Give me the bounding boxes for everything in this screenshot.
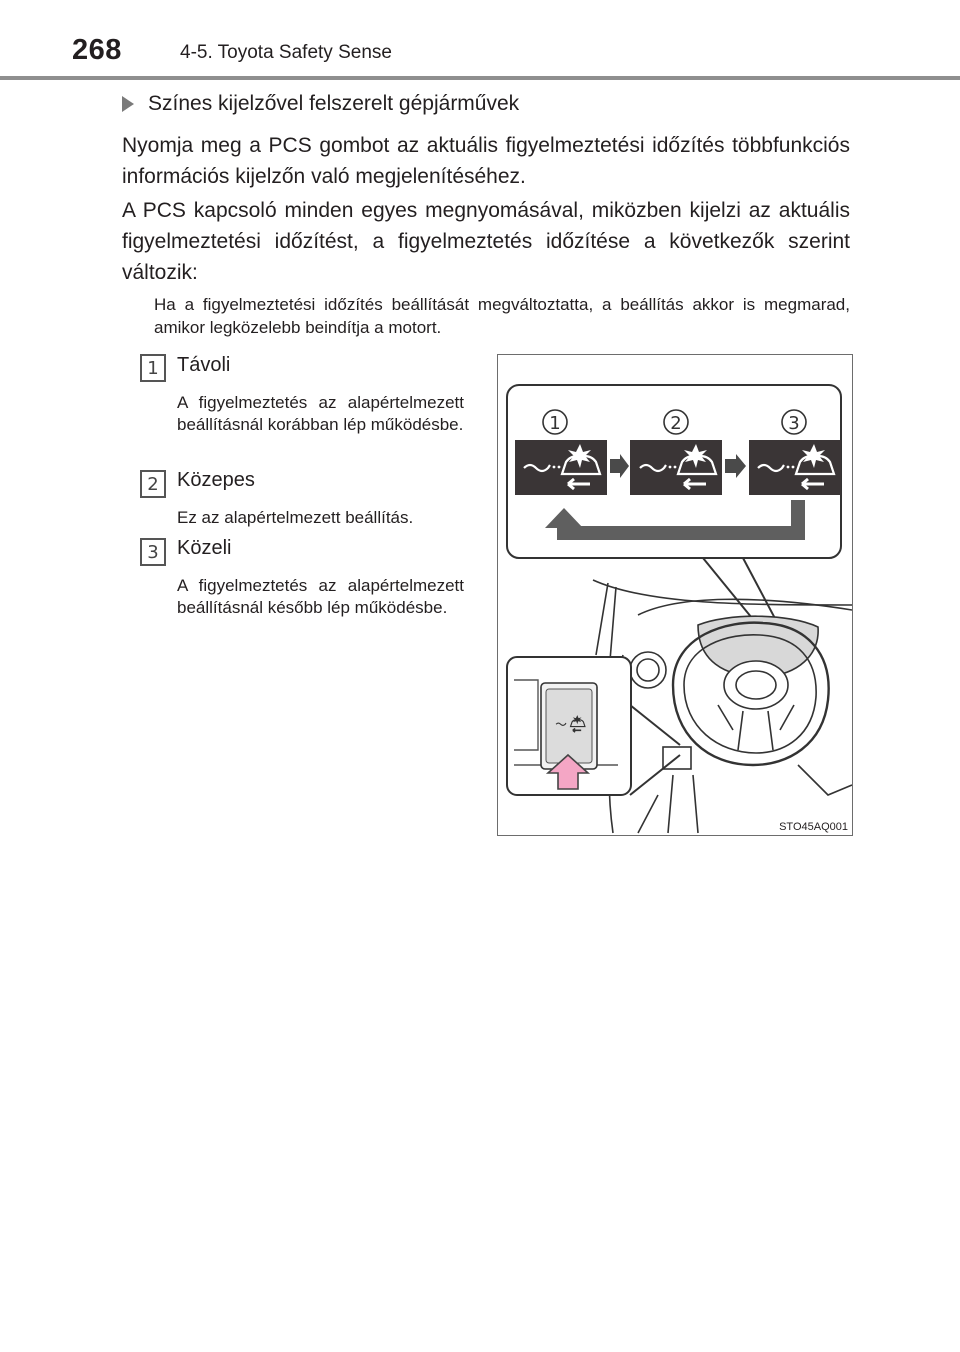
item-description: A figyelmeztetés az alapértelmezett beállításnál később lép működésbe.: [177, 576, 464, 617]
header-rule: [0, 76, 960, 80]
page-header: [0, 0, 960, 80]
switch-inset: [507, 657, 680, 795]
item-description: A figyelmeztetés az alapértelmezett beállításnál korábban lép működésbe.: [177, 393, 464, 434]
pcs-warning-panel-1: [515, 440, 607, 495]
paragraph: A PCS kapcsoló minden egyes megnyomásával, miközben kijelzi az aktuális figyelmeztetési időzítést, a figyelmeztetés időzítése a következők szerint változik:: [122, 199, 850, 284]
callout-number: 2: [670, 413, 682, 434]
item-number-badge: 2: [140, 470, 166, 498]
item-description: Ez az alapértelmezett beállítás.: [177, 508, 414, 527]
callout-number: 1: [549, 413, 561, 434]
callout-number: 3: [788, 413, 800, 434]
section-title: 4-5. Toyota Safety Sense: [180, 42, 392, 63]
item-number-badge: 3: [140, 538, 166, 566]
item-title: Közepes: [177, 469, 255, 491]
page-number: 268: [72, 34, 122, 66]
illustration-drawing: [498, 355, 852, 835]
bullet-heading: [122, 92, 519, 116]
paragraph: Nyomja meg a PCS gombot az aktuális figyelmeztetési időzítés többfunkciós információs kijelzőn való megjelenítéséhez.: [122, 134, 850, 188]
figure-code: STO45AQ001: [779, 821, 848, 833]
item-title: Közeli: [177, 537, 232, 559]
mode-callout: [507, 385, 841, 650]
pcs-illustration: [497, 354, 853, 836]
item-title: Távoli: [177, 354, 231, 376]
triangle-bullet-icon: [122, 96, 134, 112]
item-number-badge: 1: [140, 354, 166, 382]
note-text: Ha a figyelmeztetési időzítés beállítását megváltoztatta, a beállítás akkor is megmarad, amikor legközelebb beindítja a motort.: [154, 295, 850, 337]
pcs-warning-panel-3: [749, 440, 841, 495]
bullet-heading-text: Színes kijelzővel felszerelt gépjárművek: [148, 92, 520, 115]
